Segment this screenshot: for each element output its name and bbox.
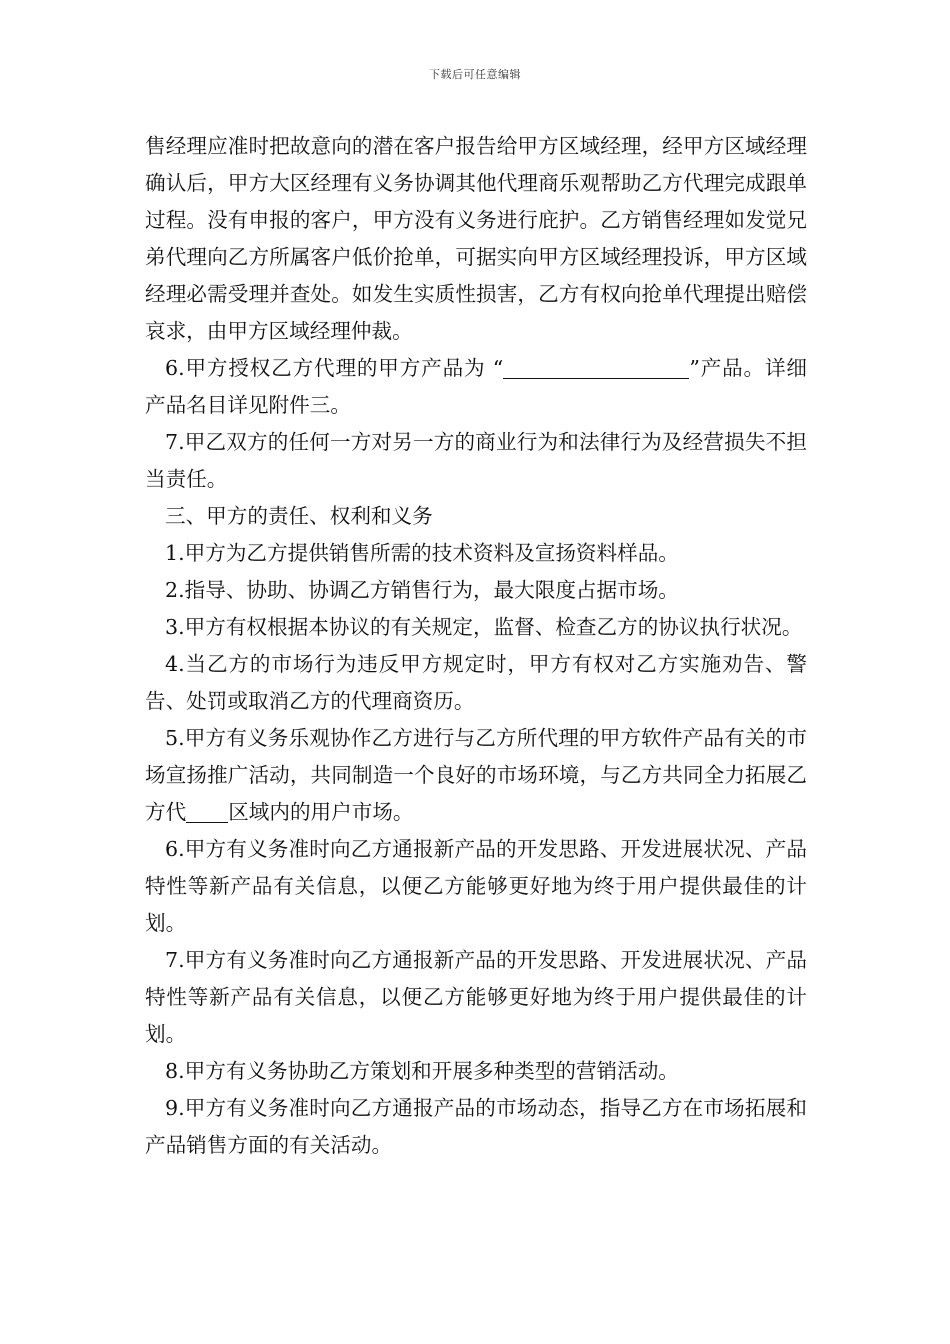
clause-3-4: 4.当乙方的市场行为违反甲方规定时，甲方有权对乙方实施劝告、警告、处罚或取消乙方的代理商资历。: [145, 652, 807, 713]
clause-3-3: 3.甲方有权根据本协议的有关规定，监督、检查乙方的协议执行状况。: [165, 615, 803, 639]
clause-3-6: 6.甲方有义务准时向乙方通报新产品的开发思路、开发进展状况、产品特性等新产品有关信息，以便乙方能够更好地为终于用户提供最佳的计划。: [145, 837, 807, 935]
clause-3-5-text-after: 区域内的用户市场。: [228, 800, 414, 824]
clause-3-8: 8.甲方有义务协助乙方策划和开展多种类型的营销活动。: [165, 1059, 679, 1083]
clause-3-5-text-before: 5.甲方有义务乐观协作乙方进行与乙方所代理的甲方软件产品有关的市场宣扬推广活动，共同制造一个良好的市场环境，与乙方共同全力拓展乙方代: [145, 726, 807, 824]
clause-3-9: 9.甲方有义务准时向乙方通报产品的市场动态，指导乙方在市场拓展和产品销售方面的有关活动。: [145, 1096, 807, 1157]
clause-3-7: 7.甲方有义务准时向乙方通报新产品的开发思路、开发进展状况、产品特性等新产品有关信息，以便乙方能够更好地为终于用户提供最佳的计划。: [145, 948, 807, 1046]
clause-2-7: 7.甲乙双方的任何一方对另一方的商业行为和法律行为及经营损失不担当责任。: [145, 430, 807, 491]
clause-3-2: 2.指导、协助、协调乙方销售行为，最大限度占据市场。: [165, 578, 679, 602]
clause-2-6-text-before: 6.甲方授权乙方代理的甲方产品为 “: [165, 356, 504, 380]
clause-3-5: [145, 720, 807, 831]
region-blank: [186, 800, 228, 823]
clause-2-6-text-after: ”产品。详细产品名目详见附件三。: [145, 356, 807, 417]
product-name-blank: [503, 356, 689, 379]
document-body: [145, 128, 807, 1164]
paragraph-continued: 售经理应准时把故意向的潜在客户报告给甲方区域经理，经甲方区域经理确认后，甲方大区经理有义务协调其他代理商乐观帮助乙方代理完成跟单过程。没有申报的客户，甲方没有义务进行庇护。乙方销售经理如发觉兄弟代理向乙方所属客户低价抢单，可据实向甲方区域经理投诉，甲方区域经理必需受理并查处。如发生实质性损害，乙方有权向抢单代理提出赔偿哀求，由甲方区域经理仲裁。: [145, 134, 807, 343]
section-3-title: 三、甲方的责任、权利和义务: [165, 504, 433, 528]
page-header-note: 下载后可任意编辑: [429, 68, 521, 81]
clause-3-1: 1.甲方为乙方提供销售所需的技术资料及宣扬资料样品。: [165, 541, 679, 565]
clause-2-6: [145, 350, 807, 424]
